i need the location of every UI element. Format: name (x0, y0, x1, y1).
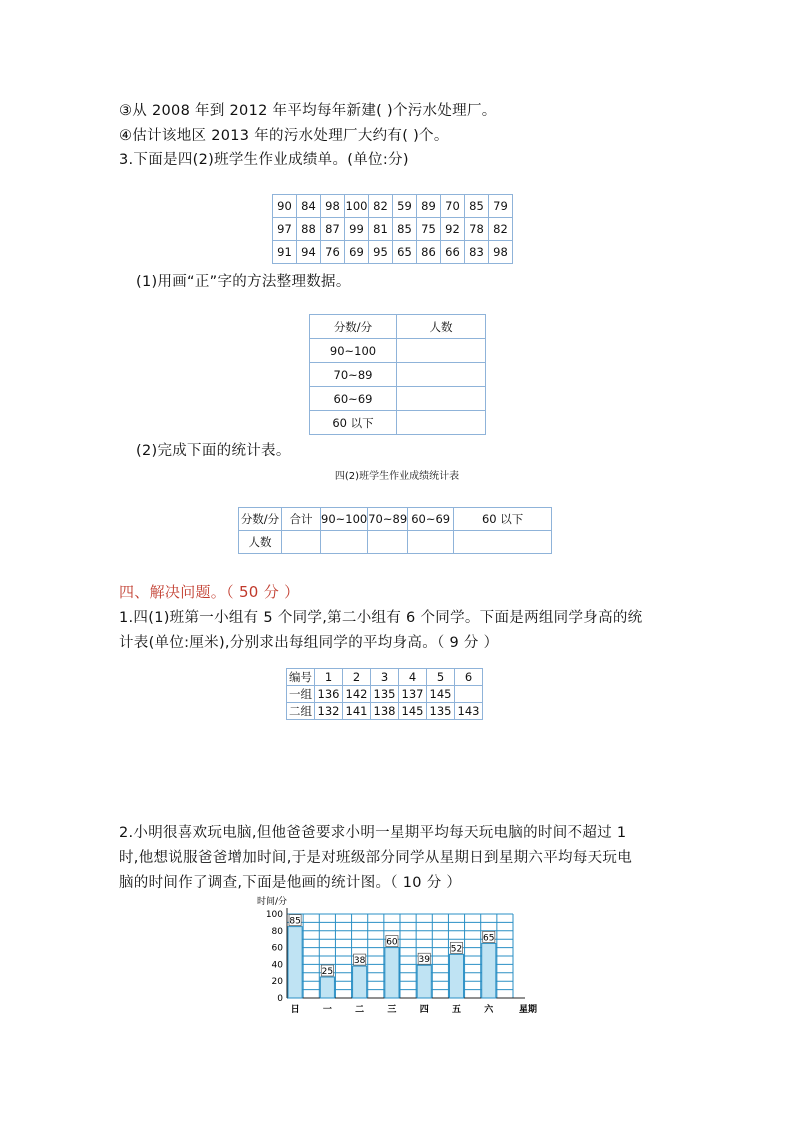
header-cell: 人数 (397, 315, 486, 339)
table-header-row (287, 669, 483, 686)
header-cell: 4 (399, 669, 427, 686)
bar (353, 966, 367, 998)
answer-cell[interactable] (321, 531, 368, 554)
problem-1-line-2: 计表(单位:厘米),分别求出每组同学的平均身高。（ 9 分 ） (119, 635, 499, 651)
header-cell: 60 以下 (454, 508, 552, 531)
height-cell: 一组 (287, 686, 315, 703)
x-tick-label: 日 (290, 1005, 300, 1015)
count-cell[interactable] (397, 411, 486, 435)
bar (482, 943, 496, 998)
height-cell: 135 (427, 703, 455, 720)
answer-cell[interactable] (408, 531, 454, 554)
height-cell: 141 (343, 703, 371, 720)
bar (288, 927, 302, 998)
answer-cell[interactable] (368, 531, 408, 554)
x-tick-label: 四 (419, 1005, 429, 1015)
score-cell: 82 (369, 195, 393, 218)
table-row (310, 339, 486, 363)
table-row (287, 686, 483, 703)
header-cell: 分数/分 (310, 315, 397, 339)
header-cell: 5 (427, 669, 455, 686)
score-cell: 76 (321, 241, 345, 264)
table-row (273, 195, 513, 218)
table-row (310, 411, 486, 435)
y-tick-label: 60 (271, 943, 283, 954)
y-tick-label: 100 (265, 910, 283, 920)
range-cell: 60~69 (310, 387, 397, 411)
bar (385, 948, 399, 998)
question-3-blank: ③从 2008 年到 2012 年平均每年新建( )个污水处理厂。 (119, 103, 497, 119)
problem-3-part-1: (1)用画“正”字的方法整理数据。 (136, 274, 351, 290)
data-label: 25 (321, 967, 334, 977)
data-label: 38 (353, 956, 366, 967)
bar (449, 954, 463, 998)
range-cell: 90~100 (310, 339, 397, 363)
score-cell: 100 (345, 195, 369, 218)
score-cell: 66 (441, 241, 465, 264)
data-label: 52 (450, 944, 463, 955)
stats-table-title: 四(2)班学生作业成绩统计表 (334, 471, 460, 482)
y-tick-label: 40 (271, 960, 283, 971)
x-tick-label: 二 (355, 1005, 365, 1015)
data-label: 85 (289, 916, 301, 927)
table-header-row (239, 508, 552, 531)
table-row (287, 703, 483, 720)
tally-table (309, 314, 486, 435)
data-label: 39 (418, 955, 430, 966)
height-cell (455, 686, 483, 703)
header-cell: 6 (455, 669, 483, 686)
table-row (310, 387, 486, 411)
row-label-cell: 人数 (239, 531, 282, 554)
score-cell: 59 (393, 195, 417, 218)
score-cell: 94 (297, 241, 321, 264)
score-cell: 99 (345, 218, 369, 241)
range-cell: 60 以下 (310, 411, 397, 435)
score-cell: 91 (273, 241, 297, 264)
score-cell: 85 (393, 218, 417, 241)
score-cell: 95 (369, 241, 393, 264)
score-cell: 86 (417, 241, 441, 264)
count-cell[interactable] (397, 363, 486, 387)
height-cell: 138 (371, 703, 399, 720)
x-tick-label: 一 (322, 1005, 332, 1015)
answer-cell[interactable] (454, 531, 552, 554)
score-cell: 81 (369, 218, 393, 241)
problem-3-intro: 3.下面是四(2)班学生作业成绩单。(单位:分) (119, 152, 409, 168)
x-tick-label: 五 (451, 1005, 462, 1015)
y-axis-label: 时间/分 (257, 897, 288, 907)
header-cell: 3 (371, 669, 399, 686)
x-axis-label: 星期 (519, 1005, 538, 1015)
height-cell: 136 (315, 686, 343, 703)
problem-2-line-3: 脑的时间作了调查,下面是他画的统计图。（ 10 分 ） (119, 875, 462, 891)
height-cell: 142 (343, 686, 371, 703)
height-cell: 145 (399, 703, 427, 720)
computer-time-bar-chart (255, 892, 545, 1022)
height-cell: 143 (455, 703, 483, 720)
section-4-heading: 四、解决问题。（ 50 分 ） (119, 583, 300, 601)
height-cell: 137 (399, 686, 427, 703)
score-cell: 87 (321, 218, 345, 241)
header-cell: 合计 (282, 508, 321, 531)
score-cell: 90 (273, 195, 297, 218)
score-cell: 79 (489, 195, 513, 218)
y-tick-label: 80 (271, 926, 283, 937)
stats-table (238, 507, 552, 554)
problem-1-line-1: 1.四(1)班第一小组有 5 个同学,第二小组有 6 个同学。下面是两组同学身高的统 (119, 610, 643, 626)
range-cell: 70~89 (310, 363, 397, 387)
score-cell: 98 (489, 241, 513, 264)
score-cell: 82 (489, 218, 513, 241)
score-cell: 89 (417, 195, 441, 218)
score-cell: 70 (441, 195, 465, 218)
header-cell: 60~69 (408, 508, 454, 531)
table-row (273, 218, 513, 241)
score-cell: 98 (321, 195, 345, 218)
score-cell: 83 (465, 241, 489, 264)
scores-table (272, 194, 513, 264)
problem-2-line-2: 时,他想说服爸爸增加时间,于是对班级部分同学从星期日到星期六平均每天玩电 (119, 850, 633, 866)
header-cell: 90~100 (321, 508, 368, 531)
header-cell: 70~89 (368, 508, 408, 531)
problem-2-line-1: 2.小明很喜欢玩电脑,但他爸爸要求小明一星期平均每天玩电脑的时间不超过 1 (119, 825, 627, 841)
table-row (273, 241, 513, 264)
height-cell: 二组 (287, 703, 315, 720)
heights-table (286, 668, 483, 720)
y-tick-label: 20 (271, 977, 283, 988)
score-cell: 84 (297, 195, 321, 218)
answer-cell[interactable] (282, 531, 321, 554)
score-cell: 85 (465, 195, 489, 218)
x-tick-label: 三 (387, 1005, 397, 1015)
score-cell: 92 (441, 218, 465, 241)
score-cell: 97 (273, 218, 297, 241)
bar (320, 977, 334, 998)
height-cell: 145 (427, 686, 455, 703)
bar (417, 965, 431, 998)
problem-3-part-2: (2)完成下面的统计表。 (136, 443, 291, 459)
table-row (310, 363, 486, 387)
table-header-row (310, 315, 486, 339)
height-cell: 132 (315, 703, 343, 720)
y-tick-label: 0 (277, 994, 283, 1004)
score-cell: 75 (417, 218, 441, 241)
data-label: 65 (483, 933, 495, 944)
header-cell: 分数/分 (239, 508, 282, 531)
x-tick-label: 六 (484, 1005, 494, 1015)
score-cell: 65 (393, 241, 417, 264)
data-label: 60 (386, 937, 398, 948)
header-cell: 编号 (287, 669, 315, 686)
table-row (239, 531, 552, 554)
count-cell[interactable] (397, 387, 486, 411)
score-cell: 69 (345, 241, 369, 264)
score-cell: 78 (465, 218, 489, 241)
count-cell[interactable] (397, 339, 486, 363)
height-cell: 135 (371, 686, 399, 703)
header-cell: 1 (315, 669, 343, 686)
header-cell: 2 (343, 669, 371, 686)
score-cell: 88 (297, 218, 321, 241)
question-4-blank: ④估计该地区 2013 年的污水处理厂大约有( )个。 (119, 128, 449, 144)
